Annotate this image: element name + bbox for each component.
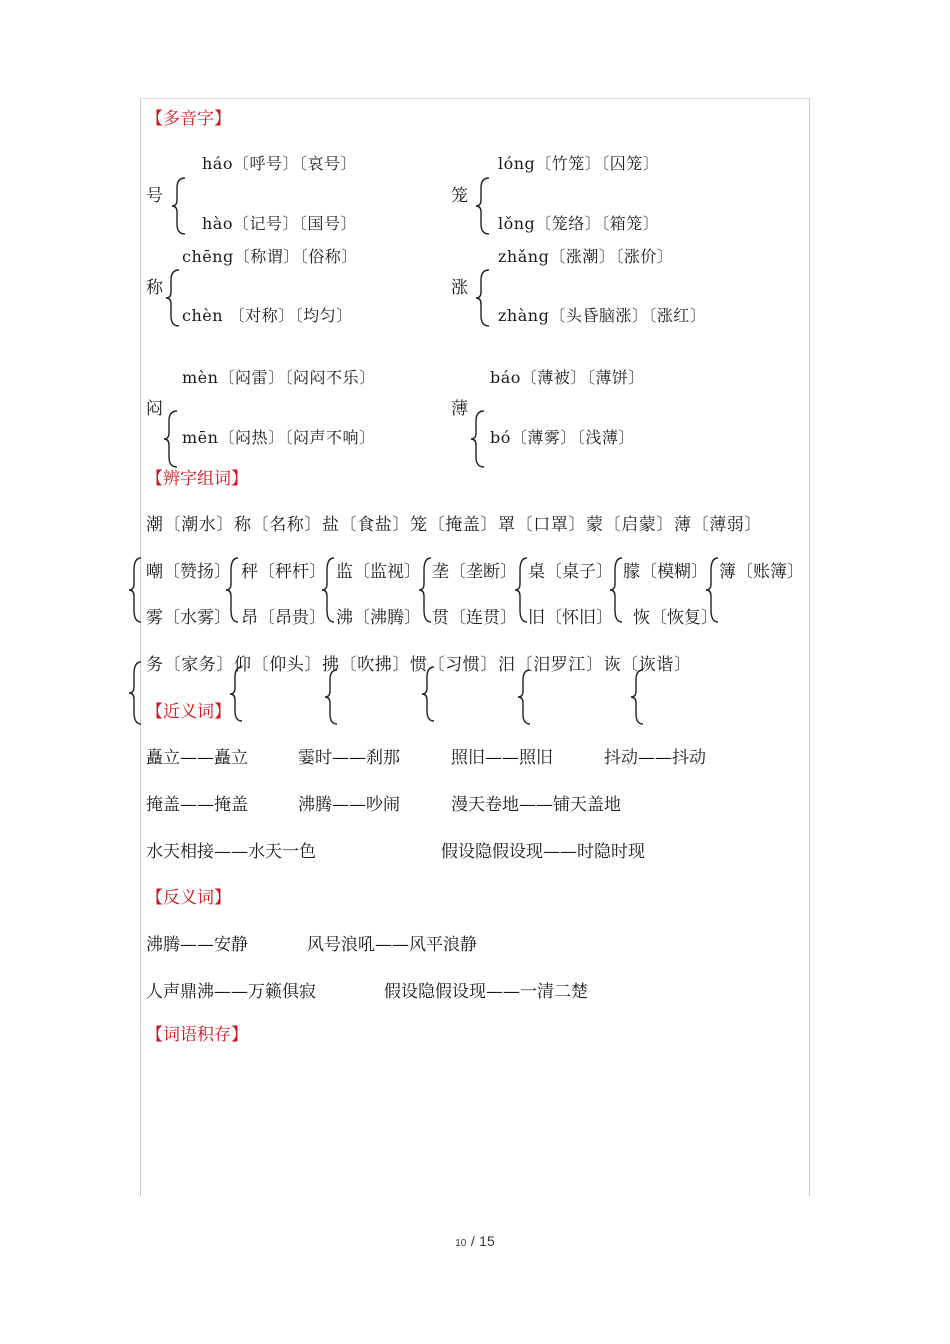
synonym-pair: 漫天卷地——铺天盖地 <box>451 795 621 815</box>
distinguish-item: 监〔监视〕 <box>336 562 421 582</box>
brace-icon <box>324 668 338 726</box>
brace-icon <box>225 556 239 624</box>
distinguish-row-4: 务〔家务〕仰〔仰头〕拂〔吹拂〕惯〔习惯〕汨〔汨罗江〕诙〔诙谐〕 <box>146 655 692 675</box>
brace-icon <box>705 556 719 624</box>
polyphone-reading: zhǎng〔涨潮〕〔涨价〕 <box>498 247 674 266</box>
distinguish-item: 秤〔秤杆〕 <box>241 562 326 582</box>
section-header-polyphone: 【多音字】 <box>146 109 231 129</box>
polyphone-char-hao: 号 <box>146 186 163 206</box>
polyphone-reading: mēn〔闷热〕〔闷声不响〕 <box>182 428 376 447</box>
distinguish-item: 沸〔沸腾〕 <box>336 608 421 628</box>
page-indicator <box>0 1233 950 1251</box>
page-separator: / <box>470 1233 475 1249</box>
antonym-pair: 假设隐假设现——一清二楚 <box>384 982 588 1002</box>
section-header-accumulation: 【词语积存】 <box>146 1025 248 1045</box>
brace-icon <box>514 556 528 624</box>
antonym-pair: 人声鼎沸——万籁俱寂 <box>146 982 316 1002</box>
synonym-pair: 抖动——抖动 <box>604 748 706 768</box>
polyphone-char-cheng: 称 <box>146 278 163 298</box>
distinguish-item: 昂〔昂贵〕 <box>241 608 326 628</box>
section-header-synonyms: 【近义词】 <box>146 702 231 722</box>
synonym-pair: 沸腾——吵闹 <box>298 795 400 815</box>
distinguish-item: 桌〔桌子〕 <box>528 562 613 582</box>
brace-icon <box>170 176 186 236</box>
brace-icon <box>609 556 623 624</box>
distinguish-item: 贯〔连贯〕 <box>432 608 517 628</box>
polyphone-reading: chēng〔称谓〕〔俗称〕 <box>182 247 358 266</box>
polyphone-reading: zhàng〔头昏脑涨〕〔涨红〕 <box>498 306 707 325</box>
brace-icon <box>469 409 485 469</box>
distinguish-item: 朦〔模糊〕 <box>623 562 708 582</box>
brace-icon <box>229 665 243 723</box>
synonym-pair: 照旧——照旧 <box>451 748 553 768</box>
polyphone-char-men: 闷 <box>146 399 163 419</box>
polyphone-reading: mèn〔闷雷〕〔闷闷不乐〕 <box>182 368 376 387</box>
current-page: 10 <box>455 1238 467 1249</box>
polyphone-reading: hào〔记号〕〔国号〕 <box>202 214 357 233</box>
section-header-distinguish: 【辨字组词】 <box>146 469 248 489</box>
antonym-pair: 风号浪吼——风平浪静 <box>307 935 477 955</box>
polyphone-reading: bó〔薄雾〕〔浅薄〕 <box>490 428 635 447</box>
polyphone-reading: chèn 〔对称〕〔均匀〕 <box>182 306 353 325</box>
synonym-pair: 霎时——刹那 <box>298 748 400 768</box>
brace-icon <box>474 176 490 236</box>
distinguish-item: 恢〔恢复〕 <box>633 608 718 628</box>
brace-icon <box>517 668 531 726</box>
polyphone-char-bao: 薄 <box>451 399 468 419</box>
distinguish-item: 垄〔垄断〕 <box>432 562 517 582</box>
polyphone-char-zhang: 涨 <box>451 278 468 298</box>
brace-icon <box>321 556 335 624</box>
polyphone-char-long: 笼 <box>451 186 468 206</box>
brace-icon <box>421 665 435 723</box>
antonym-pair: 沸腾——安静 <box>146 935 248 955</box>
synonym-pair: 水天相接——水天一色 <box>146 842 316 862</box>
brace-icon <box>418 556 432 624</box>
polyphone-reading: báo〔薄被〕〔薄饼〕 <box>490 368 645 387</box>
brace-icon <box>474 268 490 328</box>
brace-icon <box>162 409 178 469</box>
distinguish-item: 旧〔怀旧〕 <box>528 608 613 628</box>
synonym-pair: 矗立——矗立 <box>146 748 248 768</box>
distinguish-item: 簿〔账簿〕 <box>719 562 804 582</box>
total-pages: 15 <box>479 1233 495 1249</box>
polyphone-reading: háo〔呼号〕〔哀号〕 <box>202 154 357 173</box>
distinguish-item: 雾〔水雾〕 <box>146 608 231 628</box>
brace-icon <box>164 268 180 328</box>
polyphone-reading: lǒng〔笼络〕〔箱笼〕 <box>498 214 660 233</box>
section-header-antonyms: 【反义词】 <box>146 888 231 908</box>
distinguish-item: 嘲〔赞扬〕 <box>146 562 231 582</box>
polyphone-reading: lóng〔竹笼〕〔囚笼〕 <box>498 154 660 173</box>
brace-icon <box>630 668 644 726</box>
synonym-pair: 掩盖——掩盖 <box>146 795 248 815</box>
brace-icon <box>128 556 142 624</box>
synonym-pair: 假设隐假设现——时隐时现 <box>441 842 645 862</box>
distinguish-row-1: 潮〔潮水〕称〔名称〕盐〔食盐〕笼〔掩盖〕罩〔口罩〕蒙〔启蒙〕薄〔薄弱〕 <box>146 515 762 535</box>
brace-icon <box>128 660 142 726</box>
